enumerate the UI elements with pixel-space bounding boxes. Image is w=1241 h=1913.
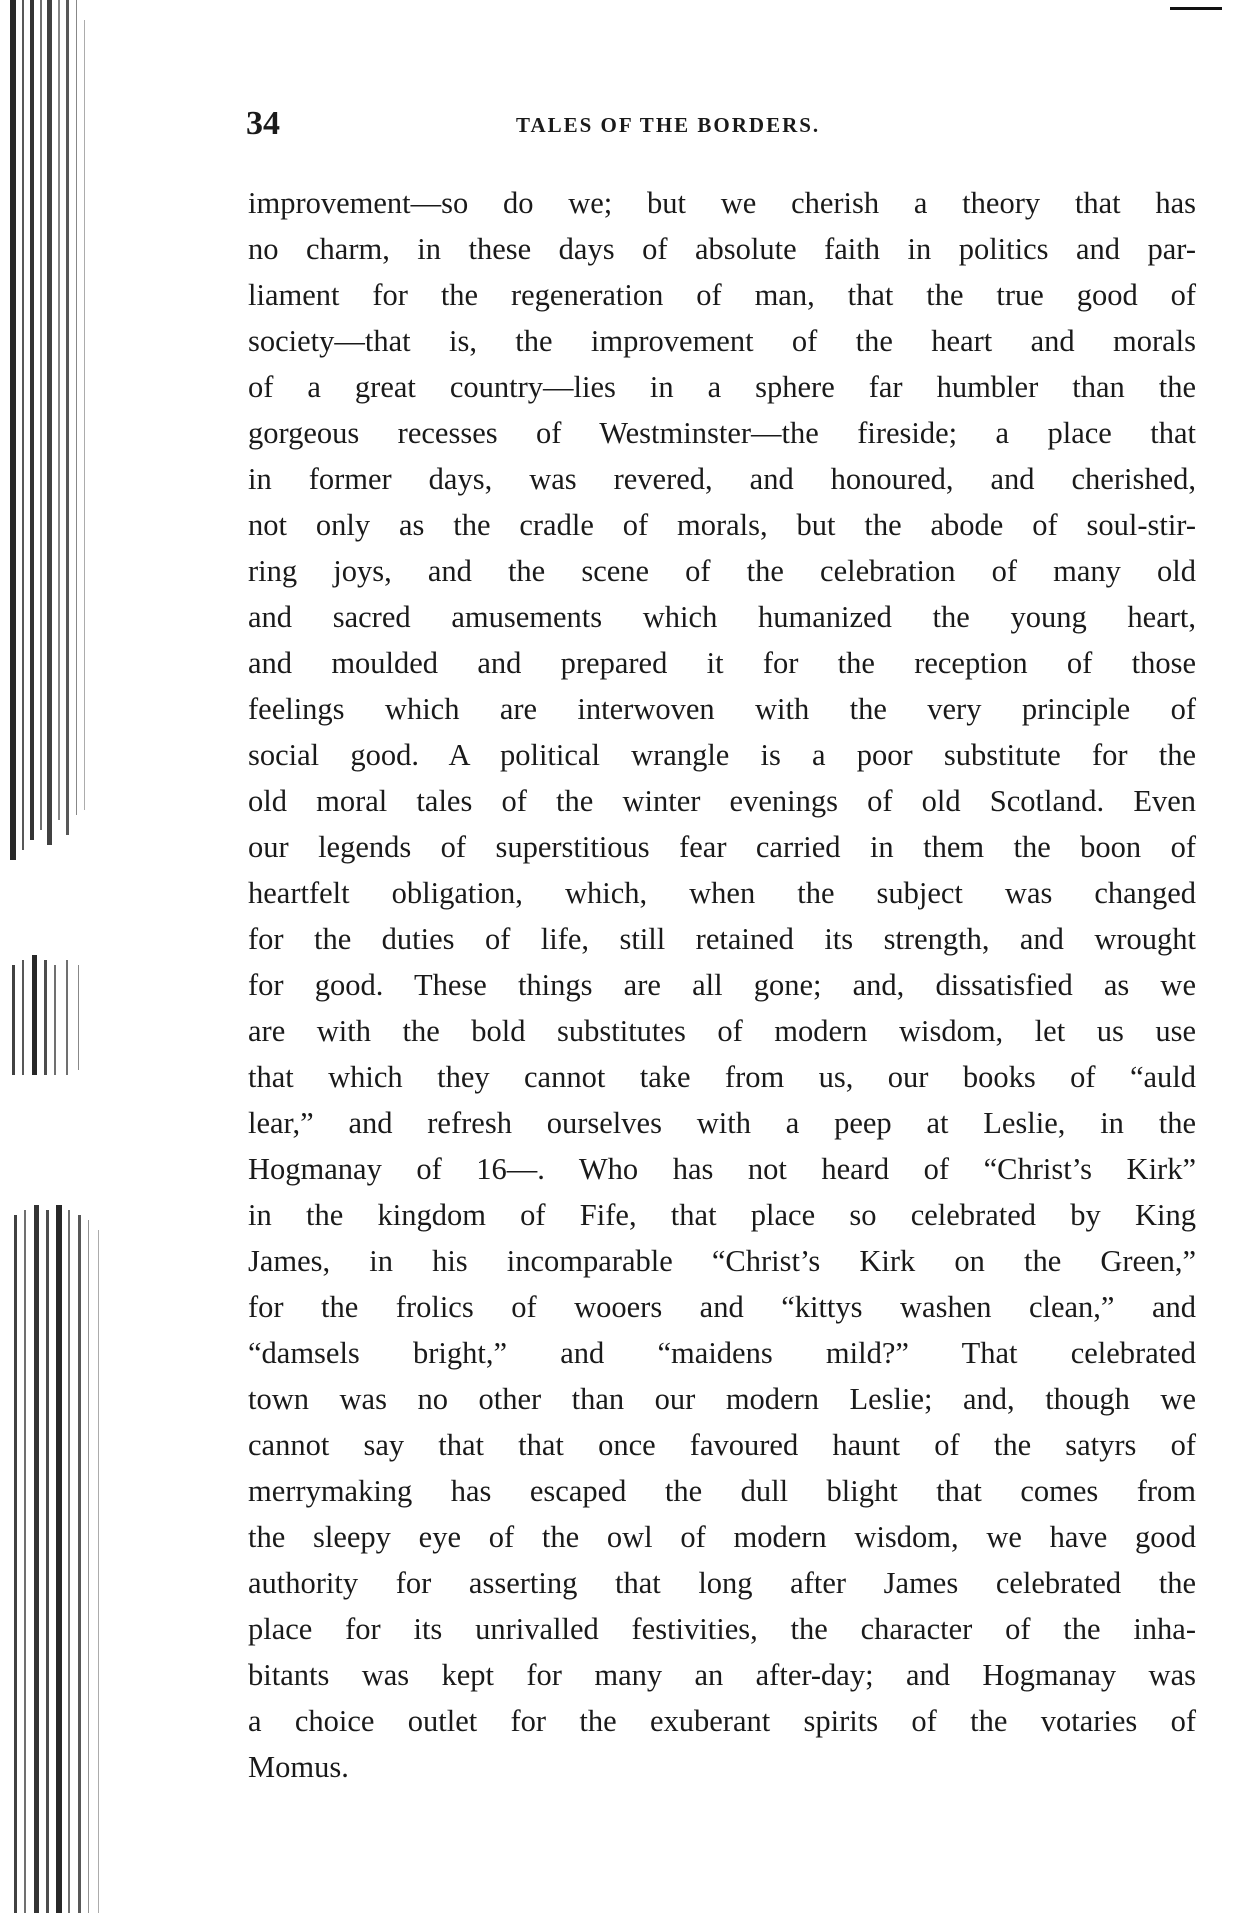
text-line: our legends of superstitious fear carried in them the boon of bbox=[248, 830, 1196, 864]
text-line: in the kingdom of Fife, that place so celebrated by King bbox=[248, 1198, 1196, 1232]
text-line: merrymaking has escaped the dull blight that comes from bbox=[248, 1474, 1196, 1508]
scan-corner-mark bbox=[1170, 7, 1222, 10]
text-line: heartfelt obligation, which, when the subject was changed bbox=[248, 876, 1196, 910]
text-line: society—that is, the improvement of the heart and morals bbox=[248, 324, 1196, 358]
text-line: social good. A political wrangle is a poor substitute for the bbox=[248, 738, 1196, 772]
text-line: James, in his incomparable “Christ’s Kirk on the Green,” bbox=[248, 1244, 1196, 1278]
text-line: feelings which are interwoven with the very principle of bbox=[248, 692, 1196, 726]
text-line: Hogmanay of 16—. Who has not heard of “Christ’s Kirk” bbox=[248, 1152, 1196, 1186]
text-line: ring joys, and the scene of the celebration of many old bbox=[248, 554, 1196, 588]
text-line: cannot say that that once favoured haunt of the satyrs of bbox=[248, 1428, 1196, 1462]
text-line: for the duties of life, still retained its strength, and wrought bbox=[248, 922, 1196, 956]
running-title: TALES OF THE BORDERS. bbox=[516, 113, 821, 137]
text-line-last: Momus. bbox=[248, 1750, 349, 1784]
text-line: place for its unrivalled festivities, the character of the inha- bbox=[248, 1612, 1196, 1646]
text-line: lear,” and refresh ourselves with a peep at Leslie, in the bbox=[248, 1106, 1196, 1140]
text-line: gorgeous recesses of Westminster—the fireside; a place that bbox=[248, 416, 1196, 450]
body-text bbox=[248, 180, 1196, 1790]
text-line: no charm, in these days of absolute faith in politics and par- bbox=[248, 232, 1196, 266]
text-line: are with the bold substitutes of modern wisdom, let us use bbox=[248, 1014, 1196, 1048]
text-line: in former days, was revered, and honoured, and cherished, bbox=[248, 462, 1196, 496]
text-line: authority for asserting that long after James celebrated the bbox=[248, 1566, 1196, 1600]
text-line: old moral tales of the winter evenings of old Scotland. Even bbox=[248, 784, 1196, 818]
text-line: town was no other than our modern Leslie; and, though we bbox=[248, 1382, 1196, 1416]
text-line: of a great country—lies in a sphere far humbler than the bbox=[248, 370, 1196, 404]
text-line: not only as the cradle of morals, but the abode of soul-stir- bbox=[248, 508, 1196, 542]
page-header bbox=[246, 104, 1196, 144]
text-line: that which they cannot take from us, our books of “auld bbox=[248, 1060, 1196, 1094]
text-line: liament for the regeneration of man, that the true good of bbox=[248, 278, 1196, 312]
text-line: for the frolics of wooers and “kittys washen clean,” and bbox=[248, 1290, 1196, 1324]
scan-edge-binding-marks bbox=[0, 0, 115, 1913]
page-number: 34 bbox=[246, 105, 280, 142]
text-line: and moulded and prepared it for the reception of those bbox=[248, 646, 1196, 680]
text-line: for good. These things are all gone; and, dissatisfied as we bbox=[248, 968, 1196, 1002]
text-line: the sleepy eye of the owl of modern wisdom, we have good bbox=[248, 1520, 1196, 1554]
text-line: and sacred amusements which humanized the young heart, bbox=[248, 600, 1196, 634]
text-line: “damsels bright,” and “maidens mild?” That celebrated bbox=[248, 1336, 1196, 1370]
text-line: a choice outlet for the exuberant spirits of the votaries of bbox=[248, 1704, 1196, 1738]
text-line: improvement—so do we; but we cherish a theory that has bbox=[248, 186, 1196, 220]
text-line: bitants was kept for many an after-day; and Hogmanay was bbox=[248, 1658, 1196, 1692]
